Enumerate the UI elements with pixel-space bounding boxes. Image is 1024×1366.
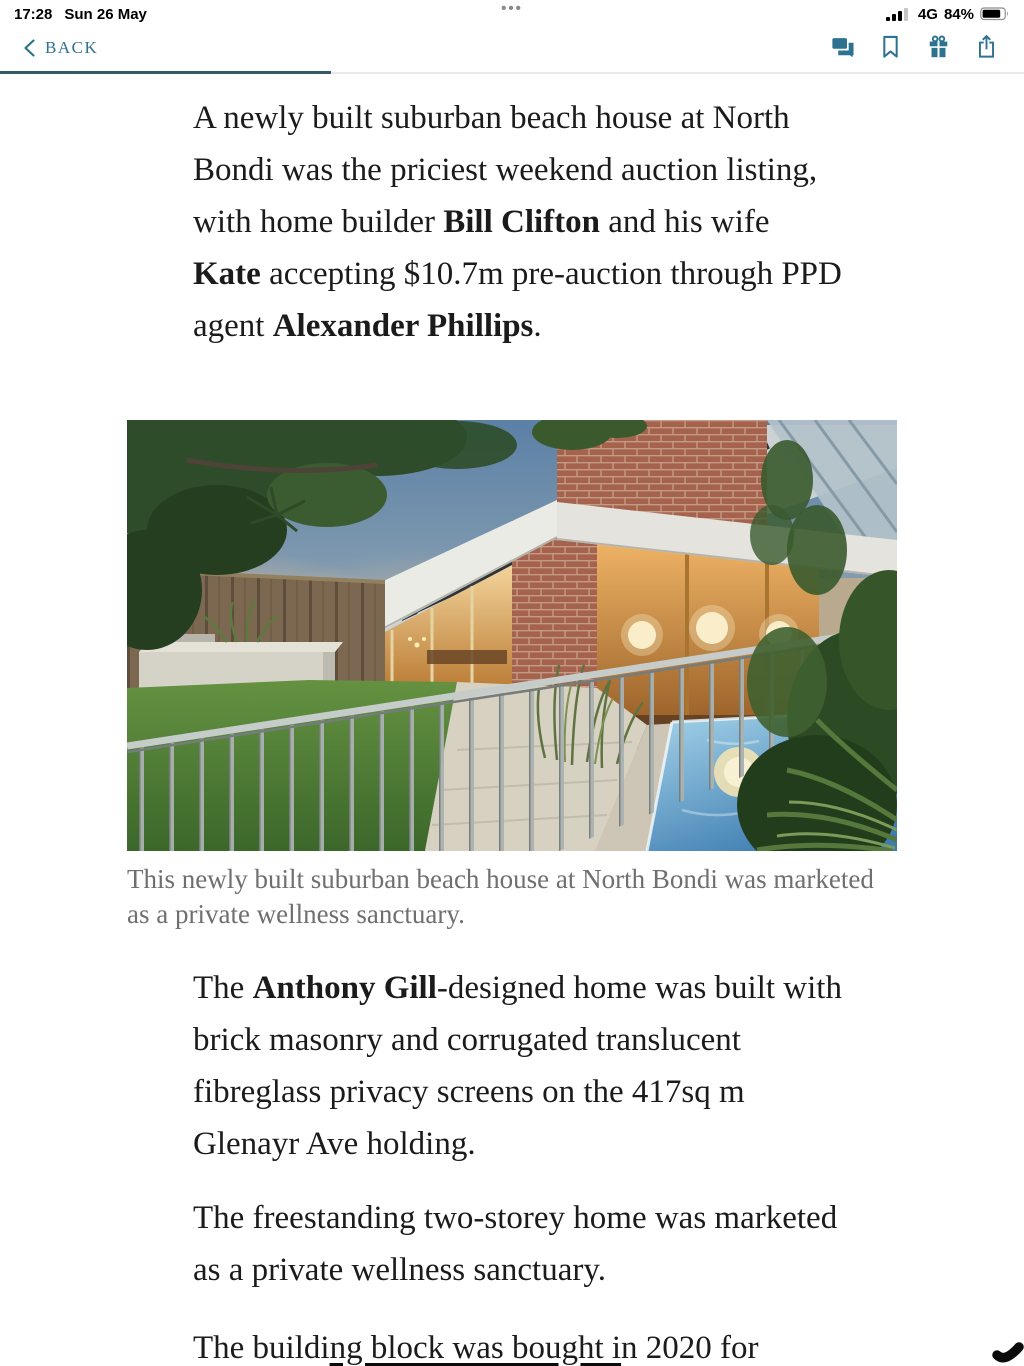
bold-text: Anthony Gill [252, 970, 437, 1006]
body-text: -designed home was built with brick masonry and corrugated translucent fibreglass privacy screens on the 417sq m Glenayr Ave holding. [193, 970, 842, 1162]
house-photo-illustration [127, 420, 897, 851]
back-label: BACK [45, 38, 99, 57]
back-button[interactable] [18, 34, 102, 62]
gift-button[interactable] [925, 33, 952, 60]
gift-icon [925, 33, 952, 60]
body-text: A newly built suburban beach house at North Bondi was the priciest weekend auction listing, with home builder [193, 100, 818, 240]
corner-swoosh-mark [992, 1332, 1024, 1364]
comments-icon [829, 33, 856, 60]
bold-text: Alexander Phillips [272, 308, 534, 344]
body-text: accepting $10.7m pre-auction through PPD agent [193, 256, 842, 344]
bold-text: Bill Clifton [443, 204, 600, 240]
bold-text: Kate [193, 256, 261, 292]
status-date: Sun 26 May [64, 5, 147, 23]
body-text: The [193, 970, 253, 1006]
body-text: The buildi [193, 1330, 330, 1366]
battery-icon [980, 7, 1010, 21]
share-button[interactable] [973, 33, 1000, 60]
signal-icon [886, 7, 912, 21]
nav-bar [0, 26, 1024, 73]
active-tab-indicator [0, 71, 331, 74]
network-label: 4G [917, 5, 938, 23]
body-text: The freestanding two-storey home was marketed as a private wellness sanctuary. [193, 1200, 838, 1288]
status-bar [0, 0, 1024, 26]
article-photo[interactable] [127, 420, 897, 851]
multitask-dots-icon: ••• [501, 0, 523, 17]
photo-caption: This newly built suburban beach house at North Bondi was marketed as a private wellness sanctuary. [127, 864, 874, 929]
article-paragraph [193, 92, 843, 352]
article-paragraph [193, 1322, 843, 1366]
inline-link[interactable]: ng block was bought i [329, 1330, 622, 1366]
body-text: . [533, 308, 542, 344]
status-time: 17:28 [14, 5, 53, 23]
article-paragraph [193, 962, 843, 1170]
article-paragraph [193, 1192, 843, 1296]
battery-percent: 84% [943, 5, 974, 23]
body-text: n 2020 for [621, 1330, 759, 1366]
chevron-left-icon [22, 38, 36, 58]
share-icon [973, 33, 1000, 60]
comments-button[interactable] [829, 33, 856, 60]
body-text: and his wife [600, 204, 770, 240]
bookmark-button[interactable] [877, 33, 904, 60]
bookmark-icon [877, 33, 904, 60]
